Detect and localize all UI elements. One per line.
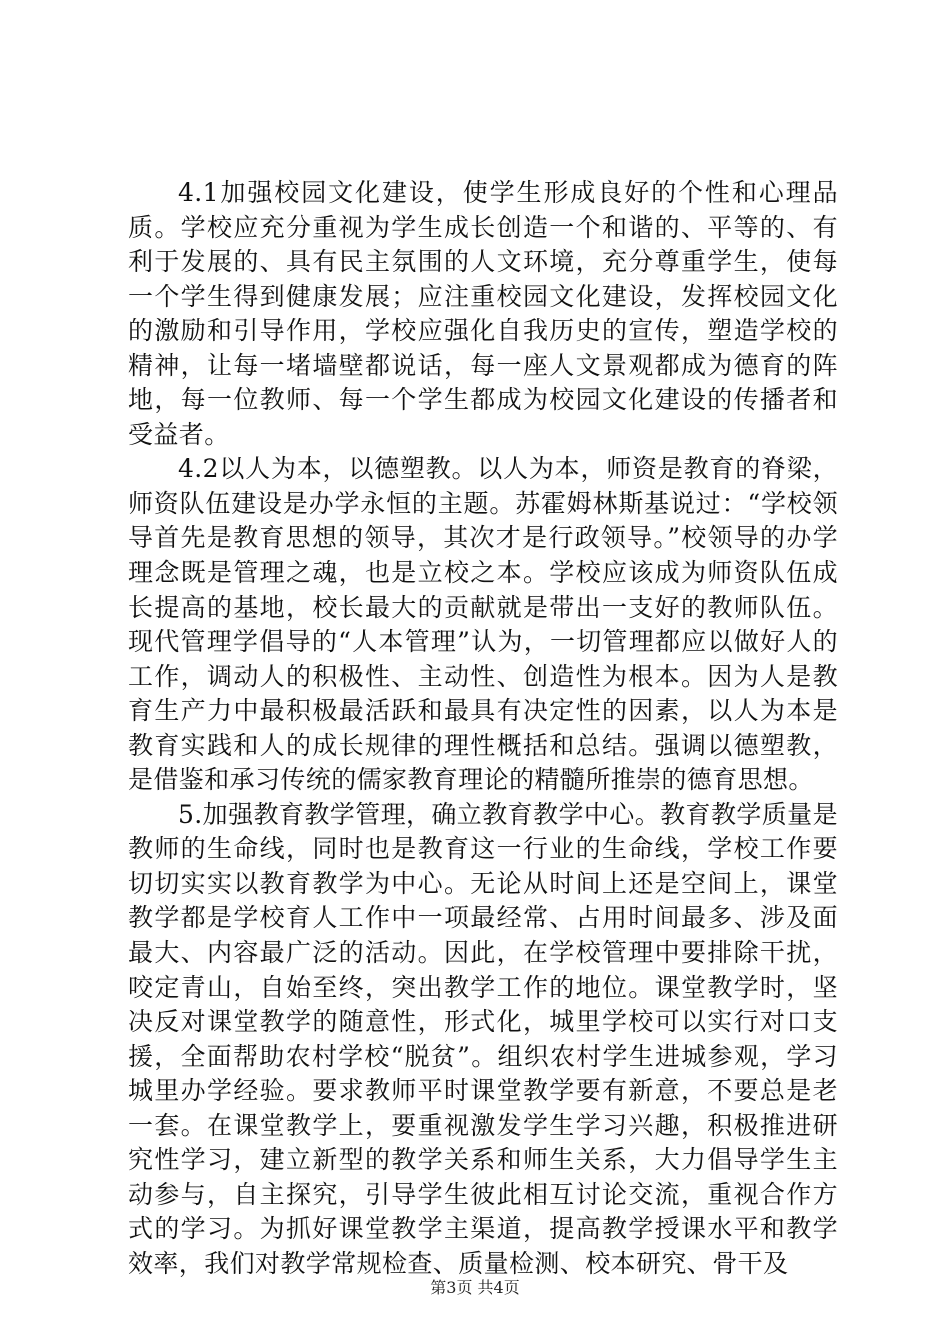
- page-total: 共4页: [477, 1278, 520, 1297]
- paragraph-4-1: 4.1加强校园文化建设，使学生形成良好的个性和心理品质。学校应充分重视为学生成长创造一个和谐的、平等的、有利于发展的、具有民主氛围的人文环境，充分尊重学生，使每一个学生得到健康发展；应注重校园文化建设，发挥校园文化的激励和引导作用，学校应强化自我历史的宣传，塑造学校的精神，让每一堵墙壁都说话，每一座人文景观都成为德育的阵地，每一位教师、每一个学生都成为校园文化建设的传播者和受益者。: [128, 178, 838, 449]
- paragraph-5: 5.加强教育教学管理，确立教育教学中心。教育教学质量是教师的生命线，同时也是教育这一行业的生命线，学校工作要切切实实以教育教学为中心。无论从时间上还是空间上，课堂教学都是学校育人工作中一项最经常、占用时间最多、涉及面最大、内容最广泛的活动。因此，在学校管理中要排除干扰，咬定青山，自始至终，突出教学工作的地位。课堂教学时，坚决反对课堂教学的随意性，形式化，城里学校可以实行对口支援，全面帮助农村学校“脱贫”。组织农村学生进城参观，学习城里办学经验。要求教师平时课堂教学要有新意，不要总是老一套。在课堂教学上，要重视激发学生学习兴趣，积极推进研究性学习，建立新型的教学关系和师生关系，大力倡导学生主动参与，自主探究，引导学生彼此相互讨论交流，重视合作方式的学习。为抓好课堂教学主渠道，提高教学授课水平和教学效率，我们对教学常规检查、质量检测、校本研究、骨干及: [128, 799, 838, 1278]
- paragraph-4-2: 4.2以人为本，以德塑教。以人为本，师资是教育的脊梁，师资队伍建设是办学永恒的主题。苏霍姆林斯基说过：“学校领导首先是教育思想的领导，其次才是行政领导。”校领导的办学理念既是管理之魂，也是立校之本。学校应该成为师资队伍成长提高的基地，校长最大的贡献就是带出一支好的教师队伍。现代管理学倡导的“人本管理”认为，一切管理都应以做好人的工作，调动人的积极性、主动性、创造性为根本。因为人是教育生产力中最积极最活跃和最具有决定性的因素，以人为本是教育实践和人的成长规律的理性概括和总结。强调以德塑教，是借鉴和承习传统的儒家教育理论的精髓所推崇的德育思想。: [128, 454, 838, 795]
- page-number: 第3页: [430, 1278, 473, 1297]
- document-body: [128, 176, 838, 1282]
- page-footer: [0, 1278, 950, 1298]
